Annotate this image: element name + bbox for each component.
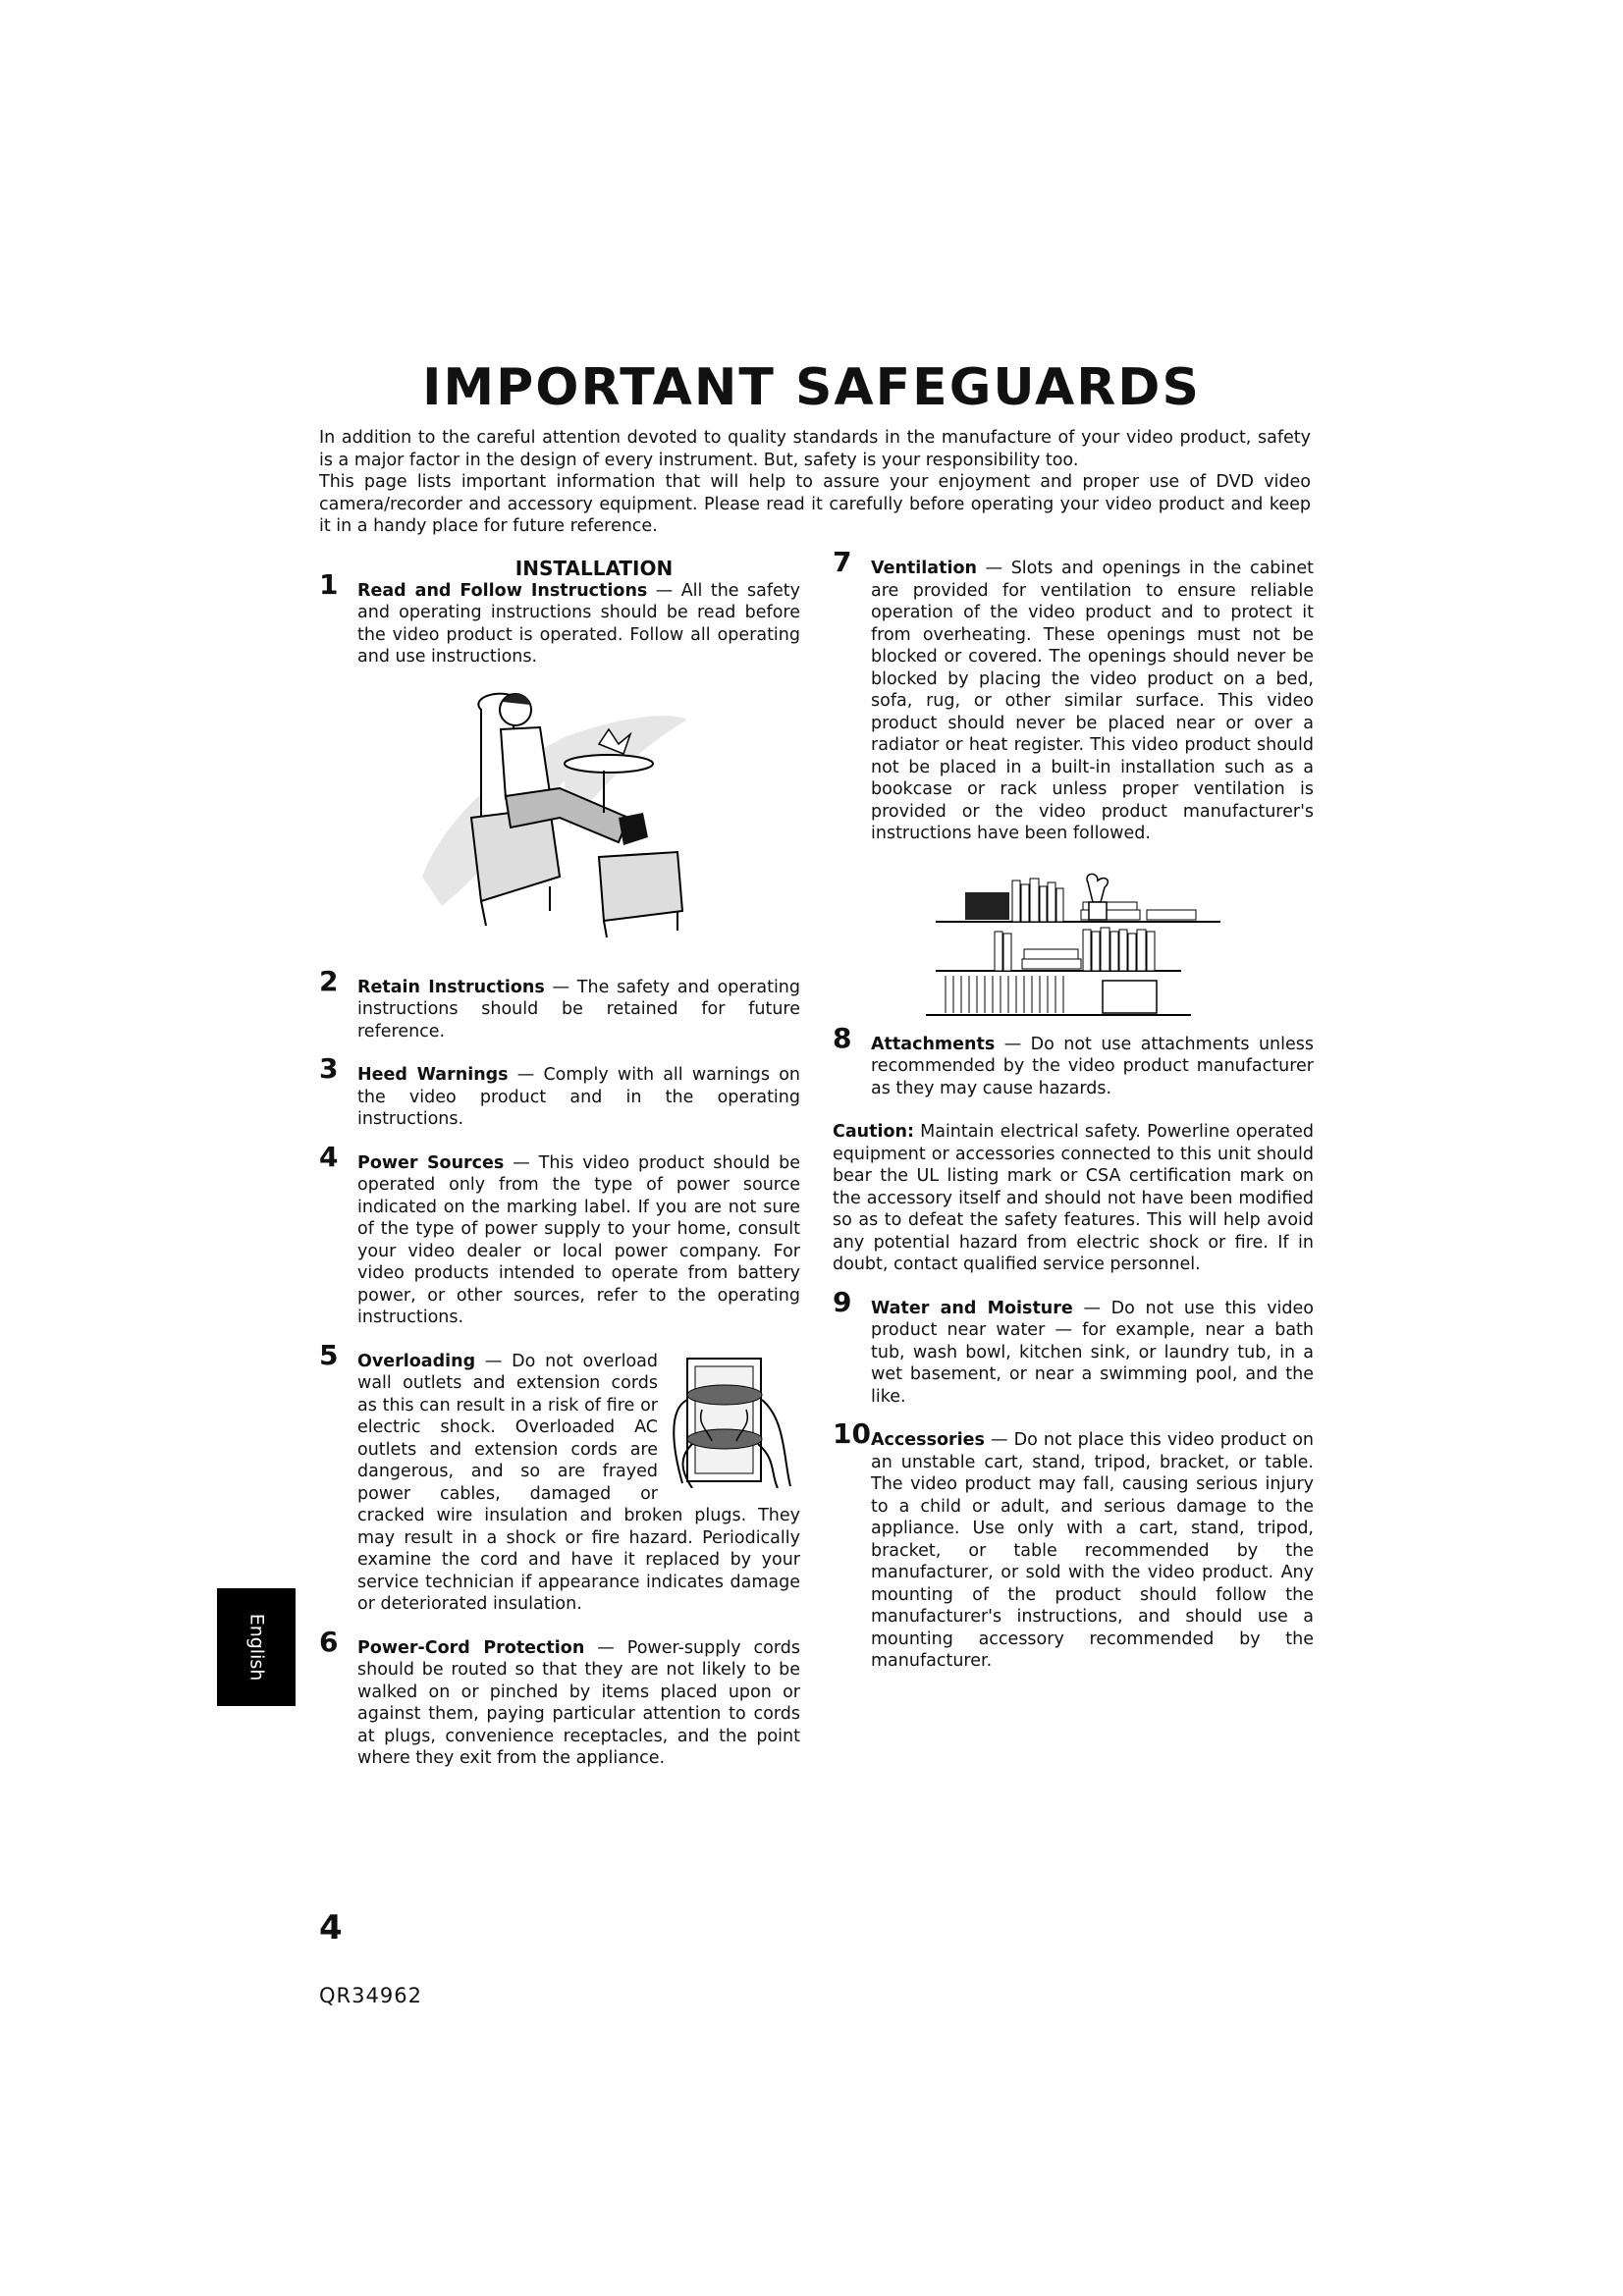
item-text: — The safety and operating instructions should be retained for future reference.: [357, 977, 801, 1041]
page-title: IMPORTANT SAFEGUARDS: [422, 358, 1201, 417]
safeguard-item-8: [833, 1021, 1314, 1100]
item-text: — Slots and openings in the cabinet are provided for ventilation to ensure reliable operation of the video product and to protect it from overheating. These openings must not be blocked or covered. The openings should never be blocked by placing the video product on a bed, sofa, rug, or other similar surface. This video product should never be placed near or over a radiator or heat register. This video product should not be placed in a built-in installation such as a bookcase or rack unless proper ventilation is provided or the video product manufacturer's instructions have been followed.: [871, 559, 1314, 843]
language-label: English: [244, 1613, 267, 1682]
left-column: [319, 558, 800, 1770]
right-column: [833, 546, 1314, 1673]
item-text: — Do not overload wall outlets and extension cords as this can result in a risk of fire or electric shock. Overloaded AC outlets and extension cords are dangerous, and so are frayed power cables, damaged or cracked wire insulation and broken plugs. They may result in a shock or fire hazard. Periodically examine the cord and have it replaced by your service technician if appearance indicates damage or deteriorated insulation.: [357, 1351, 800, 1614]
bookshelf-illustration: [926, 873, 1220, 1020]
language-tab: [217, 1588, 296, 1706]
item-number: 4: [319, 1140, 339, 1173]
item-text: — Do not place this video product on an unstable cart, stand, tripod, bracket, or table. The video product may fall, causing serious injury to a child or adult, and serious damage to the appliance. Use only with a cart, stand, tripod, bracket, or table recommended by the manufacturer, or sold with the video product. Any mounting of the product should follow the manufacturer's instructions, and should use a mounting accessory recommended by the manufacturer.: [871, 1430, 1314, 1671]
item-text: — Comply with all warnings on the video product and in the operating instructions.: [357, 1065, 800, 1129]
safeguard-item-5: [319, 1338, 800, 1616]
item-number: 9: [833, 1285, 852, 1318]
item-text: — Do not use this video product near water — for example, near a bath tub, wash bowl, kitchen sink, or laundry tub, in a wet basement, or near a swimming pool, and the like.: [871, 1298, 1314, 1407]
safeguard-item-6: [319, 1625, 800, 1770]
item-number: 6: [319, 1625, 339, 1658]
man-reading-icon: [412, 680, 697, 945]
item-number: 1: [319, 567, 339, 601]
item-number: 2: [319, 964, 339, 997]
safeguard-item-4: [319, 1140, 800, 1329]
item-title: Accessories: [871, 1430, 985, 1450]
item-title: Ventilation: [871, 559, 977, 578]
caution-text: Maintain electrical safety. Powerline operated equipment or accessories connected to this unit should bear the UL listing mark or CSA certification mark on the accessory itself and should not have been modified so as to defeat the safety features. This will help avoid any potential hazard from electric shock or fire. If in doubt, contact qualified service personnel.: [833, 1122, 1314, 1274]
item-text: — Do not use attachments unless recommended by the video product manufacturer as they may cause hazards.: [871, 1034, 1314, 1098]
page-number: 4: [319, 1908, 343, 1948]
item-title: Attachments: [871, 1034, 996, 1054]
intro-paragraph-2: This page lists important information that will help to assure your enjoyment and proper use of DVD video camera/recorder and accessory equipment. Please read it carefully before operating your video product and keep it in a handy place for future reference.: [319, 472, 1311, 536]
item-title: Overloading: [357, 1351, 476, 1371]
installation-heading: INSTALLATION: [514, 557, 674, 580]
safeguard-item-7: [833, 546, 1314, 845]
item-title: Retain Instructions: [357, 977, 545, 997]
item-text: — Power-supply cords should be routed so that they are not likely to be walked on or pinched by items placed upon or against them, paying particular attention to cords at plugs, convenience receptacles, and the point where they exit from the appliance.: [357, 1637, 800, 1768]
item-number: 5: [319, 1338, 339, 1371]
document-code: QR34962: [319, 1984, 422, 2007]
safeguard-item-9: [833, 1285, 1314, 1409]
item-text: — This video product should be operated only from the type of power source indicated on the marking label. If you are not sure of the type of power supply to your home, consult your video dealer or local power company. For video products intended to operate from battery power, or other sources, refer to the operating instructions.: [357, 1152, 800, 1327]
bookshelf-icon: [926, 873, 1220, 1020]
safeguard-item-10: [833, 1417, 1314, 1673]
caution-label: Caution:: [833, 1122, 914, 1142]
item-number: 10: [833, 1417, 871, 1450]
item-text: — All the safety and operating instructions should be read before the video product is operated. Follow all operating and use instructions.: [357, 580, 800, 667]
item-number: 3: [319, 1052, 339, 1085]
item-title: Read and Follow Instructions: [357, 580, 648, 601]
outlet-illustration: [668, 1351, 800, 1488]
item-title: Heed Warnings: [357, 1065, 509, 1085]
safeguard-item-2: [319, 964, 801, 1043]
caution-note: [833, 1121, 1314, 1276]
item-title: Power Sources: [357, 1152, 505, 1173]
overloaded-outlet-icon: [668, 1351, 800, 1488]
man-reading-illustration: [412, 680, 697, 945]
intro-paragraph-1: In addition to the careful attention devoted to quality standards in the manufacture of your video product, safety is a major factor in the design of every instrument. But, safety is your responsibility too.: [319, 428, 1311, 470]
intro: [319, 427, 1311, 538]
safeguard-item-3: [319, 1052, 800, 1131]
item-number: 8: [833, 1021, 852, 1054]
item-title: Water and Moisture: [871, 1298, 1073, 1318]
item-number: 7: [833, 546, 852, 578]
item-title: Power-Cord Protection: [357, 1637, 585, 1658]
